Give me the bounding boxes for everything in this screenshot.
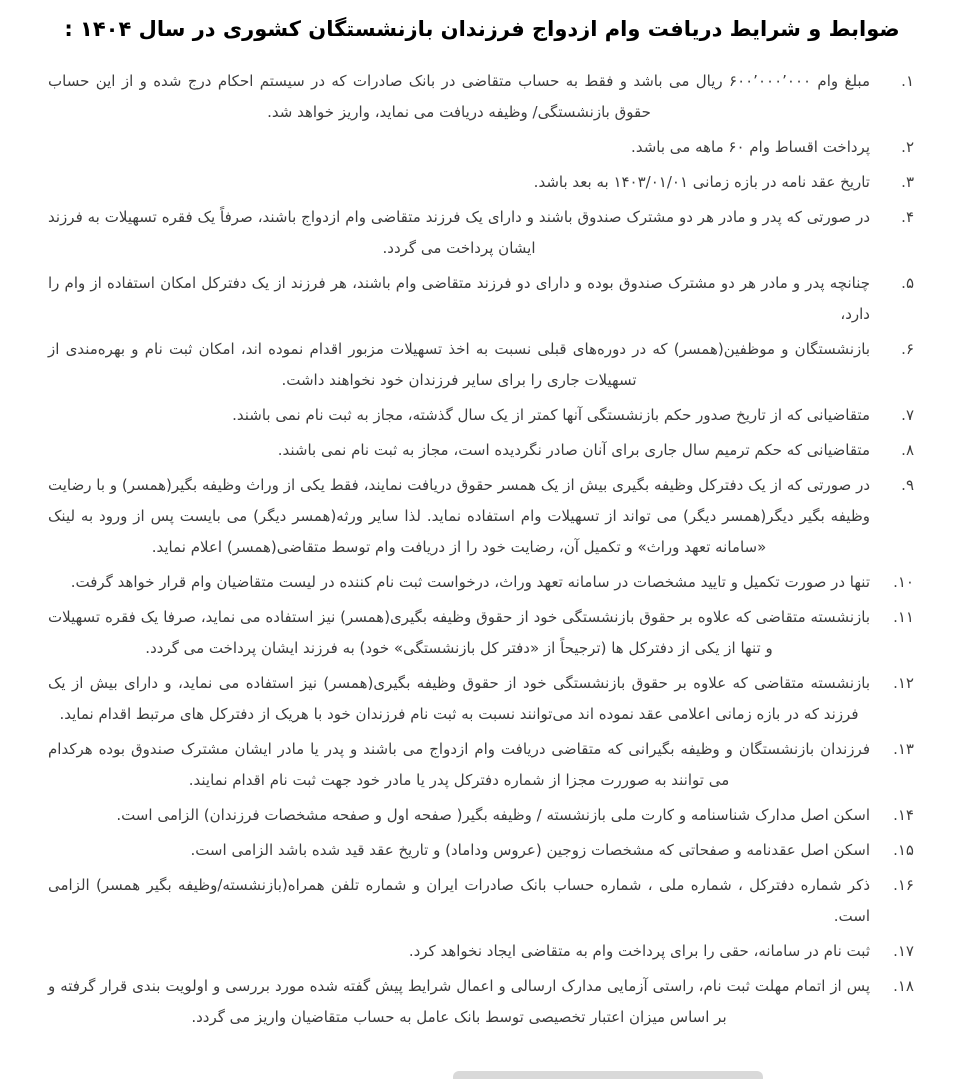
term-item	[48, 800, 914, 831]
item-text: اسکن اصل عقدنامه و صفحاتی که مشخصات زوجین (عروس وداماد) و تاریخ عقد قید شده باشد الزامی است.	[190, 840, 870, 859]
term-item	[48, 734, 914, 796]
item-text: بازنشسته متقاضی که علاوه بر حقوق بازنشستگی خود از حقوق وظیفه بگیری(همسر) نیز استفاده می نماید، و دارای بیش از یک فرزند که در بازه زمانی اعلامی عقد نموده اند می‌توانند نسبت به ثبت نام فرزندان خود با هریک از دفترکل های مرتبط اقدام نماید.	[48, 673, 870, 723]
term-item	[48, 971, 914, 1033]
item-text: در صورتی که از یک دفترکل وظیفه بگیری بیش از یک همسر حقوق دریافت نمایند، فقط یکی از وراث وظیفه بگیر(همسر) و با رضایت وظیفه بگیر دیگر(همسر دیگر) می تواند از تسهیلات وام استفاده نماید. لذا سایر ورثه(همسر دیگر) می بایست پس از ورود به لینک «سامانه تعهد وراث» و تکمیل آن، رضایت خود را از دریافت وام توسط متقاضی(همسر) اعلام نماید.	[48, 475, 870, 556]
term-item	[48, 66, 914, 128]
item-number: ۶.	[901, 339, 914, 358]
item-text: چنانچه پدر و مادر هر دو مشترک صندوق بوده و دارای دو فرزند متقاضی وام باشند، هر فرزند از یک دفترکل امکان استفاده از وام را دارد،	[48, 273, 870, 323]
item-number: ۱۲.	[893, 673, 914, 692]
item-number: ۱۶.	[893, 875, 914, 894]
item-number: ۱۸.	[893, 976, 914, 995]
term-item	[48, 470, 914, 563]
item-number: ۱.	[901, 71, 914, 90]
item-number: ۳.	[901, 172, 914, 191]
item-text: پرداخت اقساط وام ۶۰ ماهه می باشد.	[631, 137, 870, 156]
item-number: ۸.	[901, 440, 914, 459]
item-text: تاریخ عقد نامه در بازه زمانی ۱۴۰۳/۰۱/۰۱ به بعد باشد.	[533, 172, 870, 191]
terms-list	[0, 66, 964, 1033]
item-number: ۱۷.	[893, 941, 914, 960]
item-text: تنها در صورت تکمیل و تایید مشخصات در سامانه تعهد وراث، درخواست ثبت نام کننده در لیست متقاضیان وام قرار خواهد گرفت.	[70, 572, 870, 591]
term-item	[48, 435, 914, 466]
term-item	[48, 400, 914, 431]
term-item	[48, 835, 914, 866]
term-item	[48, 268, 914, 330]
item-text: پس از اتمام مهلت ثبت نام، راستی آزمایی مدارک ارسالی و اعمال شرایط پیش گفته شده مورد بررسی و اولویت بندی قرار گرفته و بر اساس میزان اعتبار تخصیصی توسط بانک عامل به حساب متقاضیان واریز می گردد.	[48, 976, 870, 1026]
item-number: ۴.	[901, 207, 914, 226]
item-number: ۱۵.	[893, 840, 914, 859]
item-text: متقاضیانی که از تاریخ صدور حکم بازنشستگی آنها کمتر از یک سال گذشته، مجاز به ثبت نام نمی باشند.	[232, 405, 870, 424]
item-text: اسکن اصل مدارک شناسنامه و کارت ملی بازنشسته / وظیفه بگیر( صفحه اول و صفحه مشخصات فرزندان) الزامی است.	[116, 805, 870, 824]
item-text: ذکر شماره دفترکل ، شماره ملی ، شماره حساب بانک صادرات ایران و شماره تلفن همراه(بازنشسته/وظیفه بگیر همسر) الزامی است.	[48, 875, 870, 925]
item-number: ۱۴.	[893, 805, 914, 824]
item-number: ۷.	[901, 405, 914, 424]
item-text: مبلغ وام ۶۰۰٬۰۰۰٬۰۰۰ ریال می باشد و فقط به حساب متقاضی در بانک صادرات که در سیستم احکام درج شده و از این حساب حقوق بازنشستگی/ وظیفه دریافت می نماید، واریز خواهد شد.	[48, 71, 870, 121]
item-number: ۲.	[901, 137, 914, 156]
item-text: در صورتی که پدر و مادر هر دو مشترک صندوق باشند و دارای یک فرزند متقاضی وام ازدواج باشند، صرفاً یک فقره تسهیلات به فرزند ایشان پرداخت می گردد.	[48, 207, 870, 257]
term-item	[48, 132, 914, 163]
term-item	[48, 334, 914, 396]
item-text: فرزندان بازنشستگان و وظیفه بگیرانی که متقاضی دریافت وام ازدواج می باشند و پدر یا مادر ایشان مشترک صندوق بوده هرکدام می توانند به صوررت مجزا از شماره دفترکل پدر یا مادر خود جهت ثبت نام اقدام نمایند.	[48, 739, 870, 789]
page-title: ضوابط و شرایط دریافت وام ازدواج فرزندان بازنشستگان کشوری در سال ۱۴۰۴ :	[64, 17, 900, 41]
term-item	[48, 870, 914, 932]
item-text: بازنشسته متقاضی که علاوه بر حقوق بازنشستگی خود از حقوق وظیفه بگیری(همسر) نیز استفاده می نماید، صرفا یک فقره تسهیلات و تنها از یکی از دفترکل ها (ترجیحاً از «دفتر کل بازنشستگی» خود) به فرزند ایشان پرداخت می گردد.	[48, 607, 870, 657]
item-number: ۱۱.	[893, 607, 914, 626]
item-text: ثبت نام در سامانه، حقی را برای پرداخت وام به متقاضی ایجاد نخواهد کرد.	[408, 941, 870, 960]
item-text: متقاضیانی که حکم ترمیم سال جاری برای آنان صادر نگردیده است، مجاز به ثبت نام نمی باشند.	[277, 440, 870, 459]
item-number: ۱۰.	[893, 572, 914, 591]
item-number: ۹.	[901, 475, 914, 494]
term-item	[48, 602, 914, 664]
term-item	[48, 567, 914, 598]
term-item	[48, 936, 914, 967]
item-number: ۵.	[901, 273, 914, 292]
term-item	[48, 668, 914, 730]
term-item	[48, 202, 914, 264]
item-text: بازنشستگان و موظفین(همسر) که در دوره‌های قبلی نسبت به اخذ تسهیلات مزبور اقدام نموده اند، امکان ثبت نام و بهره‌مندی از تسهیلات جاری را برای سایر فرزندان خود نخواهند داشت.	[48, 339, 870, 389]
item-number: ۱۳.	[893, 739, 914, 758]
bottom-partial-element	[453, 1071, 763, 1079]
term-item	[48, 167, 914, 198]
